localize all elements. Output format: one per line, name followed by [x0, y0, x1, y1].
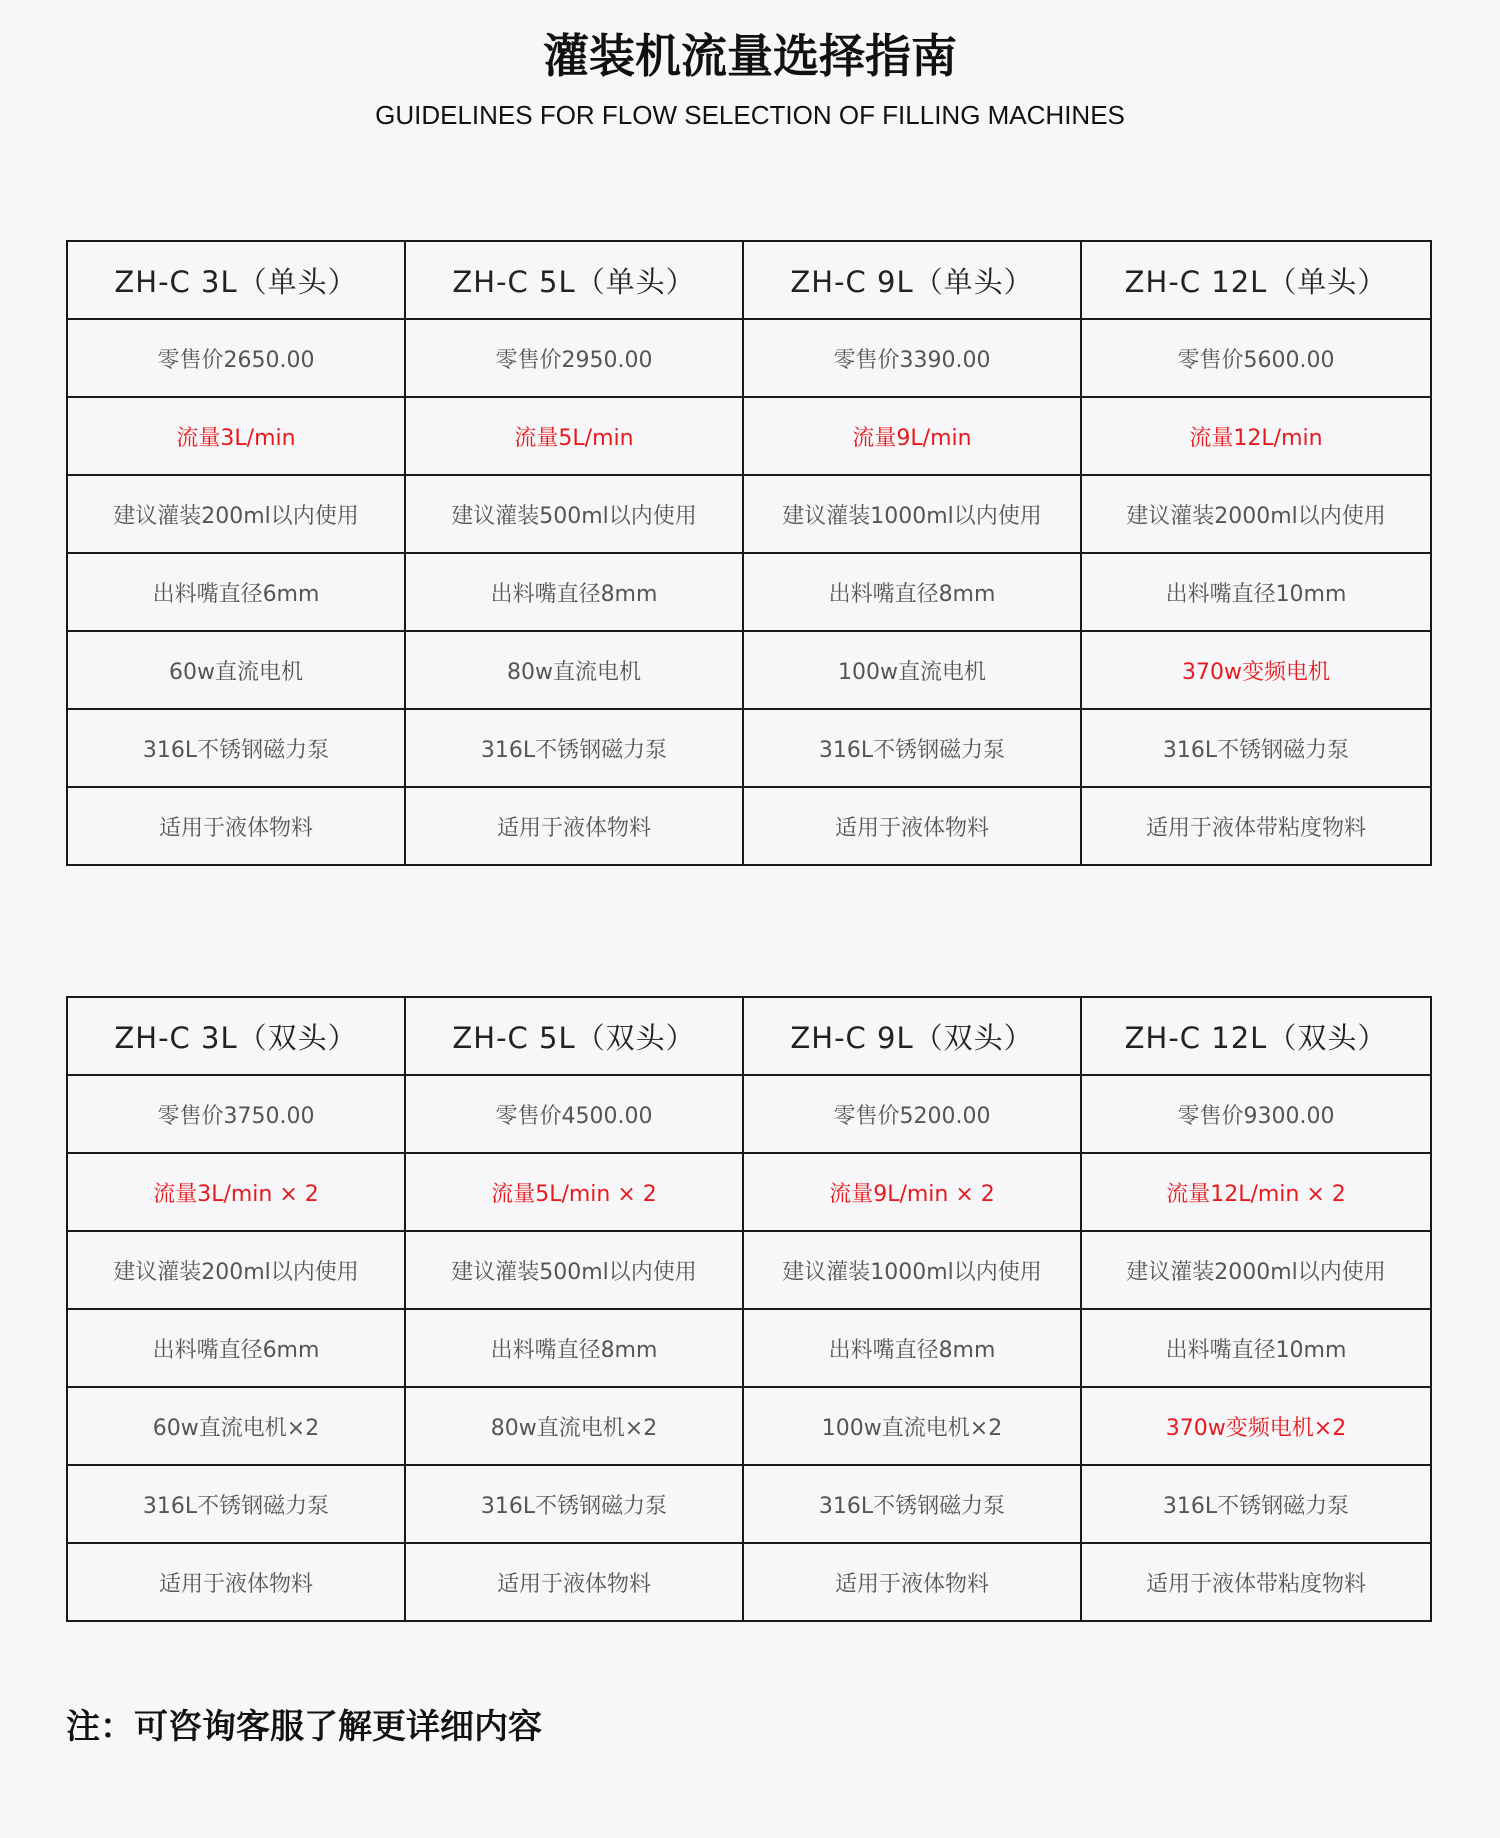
recommended-volume: 建议灌装500ml以内使用 [405, 1231, 743, 1309]
material: 适用于液体物料 [405, 1543, 743, 1621]
flow-rate: 流量12L/min [1081, 397, 1431, 475]
retail-price: 零售价4500.00 [405, 1075, 743, 1153]
nozzle-row [67, 553, 1431, 631]
material: 适用于液体物料 [67, 1543, 405, 1621]
motor: 370w变频电机 [1081, 631, 1431, 709]
recommended-volume: 建议灌装500ml以内使用 [405, 475, 743, 553]
model-name: ZH-C 3L（双头） [67, 997, 405, 1075]
recommended-volume: 建议灌装2000ml以内使用 [1081, 475, 1431, 553]
motor-row [67, 631, 1431, 709]
motor: 60w直流电机×2 [67, 1387, 405, 1465]
motor: 370w变频电机×2 [1081, 1387, 1431, 1465]
nozzle-diameter: 出料嘴直径8mm [405, 1309, 743, 1387]
retail-price: 零售价9300.00 [1081, 1075, 1431, 1153]
pump: 316L不锈钢磁力泵 [67, 1465, 405, 1543]
pump-row [67, 709, 1431, 787]
volume-row [67, 475, 1431, 553]
motor: 80w直流电机×2 [405, 1387, 743, 1465]
flow-rate: 流量12L/min × 2 [1081, 1153, 1431, 1231]
material-row [67, 1543, 1431, 1621]
material: 适用于液体物料 [743, 1543, 1081, 1621]
pump: 316L不锈钢磁力泵 [1081, 709, 1431, 787]
material: 适用于液体带粘度物料 [1081, 787, 1431, 865]
retail-price: 零售价5200.00 [743, 1075, 1081, 1153]
material-row [67, 787, 1431, 865]
recommended-volume: 建议灌装200ml以内使用 [67, 475, 405, 553]
motor: 80w直流电机 [405, 631, 743, 709]
model-name: ZH-C 12L（双头） [1081, 997, 1431, 1075]
material: 适用于液体物料 [405, 787, 743, 865]
retail-price: 零售价2950.00 [405, 319, 743, 397]
nozzle-diameter: 出料嘴直径6mm [67, 1309, 405, 1387]
flow-rate: 流量5L/min [405, 397, 743, 475]
motor: 100w直流电机×2 [743, 1387, 1081, 1465]
nozzle-diameter: 出料嘴直径6mm [67, 553, 405, 631]
nozzle-diameter: 出料嘴直径8mm [743, 1309, 1081, 1387]
model-name: ZH-C 3L（单头） [67, 241, 405, 319]
pump: 316L不锈钢磁力泵 [743, 709, 1081, 787]
flow-rate: 流量9L/min [743, 397, 1081, 475]
recommended-volume: 建议灌装2000ml以内使用 [1081, 1231, 1431, 1309]
model-name: ZH-C 5L（单头） [405, 241, 743, 319]
volume-row [67, 1231, 1431, 1309]
pump: 316L不锈钢磁力泵 [1081, 1465, 1431, 1543]
model-name: ZH-C 5L（双头） [405, 997, 743, 1075]
flow-row [67, 397, 1431, 475]
motor-row [67, 1387, 1431, 1465]
retail-price: 零售价3390.00 [743, 319, 1081, 397]
pump: 316L不锈钢磁力泵 [743, 1465, 1081, 1543]
pump: 316L不锈钢磁力泵 [67, 709, 405, 787]
retail-price: 零售价3750.00 [67, 1075, 405, 1153]
retail-price: 零售价2650.00 [67, 319, 405, 397]
page-subtitle: GUIDELINES FOR FLOW SELECTION OF FILLING MACHINES [375, 100, 1125, 130]
material: 适用于液体物料 [743, 787, 1081, 865]
model-name: ZH-C 12L（单头） [1081, 241, 1431, 319]
nozzle-row [67, 1309, 1431, 1387]
recommended-volume: 建议灌装1000ml以内使用 [743, 475, 1081, 553]
motor: 100w直流电机 [743, 631, 1081, 709]
recommended-volume: 建议灌装200ml以内使用 [67, 1231, 405, 1309]
nozzle-diameter: 出料嘴直径10mm [1081, 1309, 1431, 1387]
flow-rate: 流量3L/min [67, 397, 405, 475]
flow-row [67, 1153, 1431, 1231]
material: 适用于液体带粘度物料 [1081, 1543, 1431, 1621]
material: 适用于液体物料 [67, 787, 405, 865]
pump: 316L不锈钢磁力泵 [405, 1465, 743, 1543]
flow-rate: 流量9L/min × 2 [743, 1153, 1081, 1231]
flow-rate: 流量5L/min × 2 [405, 1153, 743, 1231]
footer-note: 注：可咨询客服了解更详细内容 [66, 1707, 542, 1747]
retail-price: 零售价5600.00 [1081, 319, 1431, 397]
price-row [67, 1075, 1431, 1153]
single-head-spec-table [66, 240, 1432, 866]
model-header-row [67, 241, 1431, 319]
page-title: 灌装机流量选择指南 [543, 29, 957, 83]
nozzle-diameter: 出料嘴直径8mm [743, 553, 1081, 631]
nozzle-diameter: 出料嘴直径10mm [1081, 553, 1431, 631]
model-name: ZH-C 9L（单头） [743, 241, 1081, 319]
double-head-spec-table [66, 996, 1432, 1622]
nozzle-diameter: 出料嘴直径8mm [405, 553, 743, 631]
model-name: ZH-C 9L（双头） [743, 997, 1081, 1075]
recommended-volume: 建议灌装1000ml以内使用 [743, 1231, 1081, 1309]
price-row [67, 319, 1431, 397]
motor: 60w直流电机 [67, 631, 405, 709]
pump: 316L不锈钢磁力泵 [405, 709, 743, 787]
flow-rate: 流量3L/min × 2 [67, 1153, 405, 1231]
model-header-row [67, 997, 1431, 1075]
pump-row [67, 1465, 1431, 1543]
